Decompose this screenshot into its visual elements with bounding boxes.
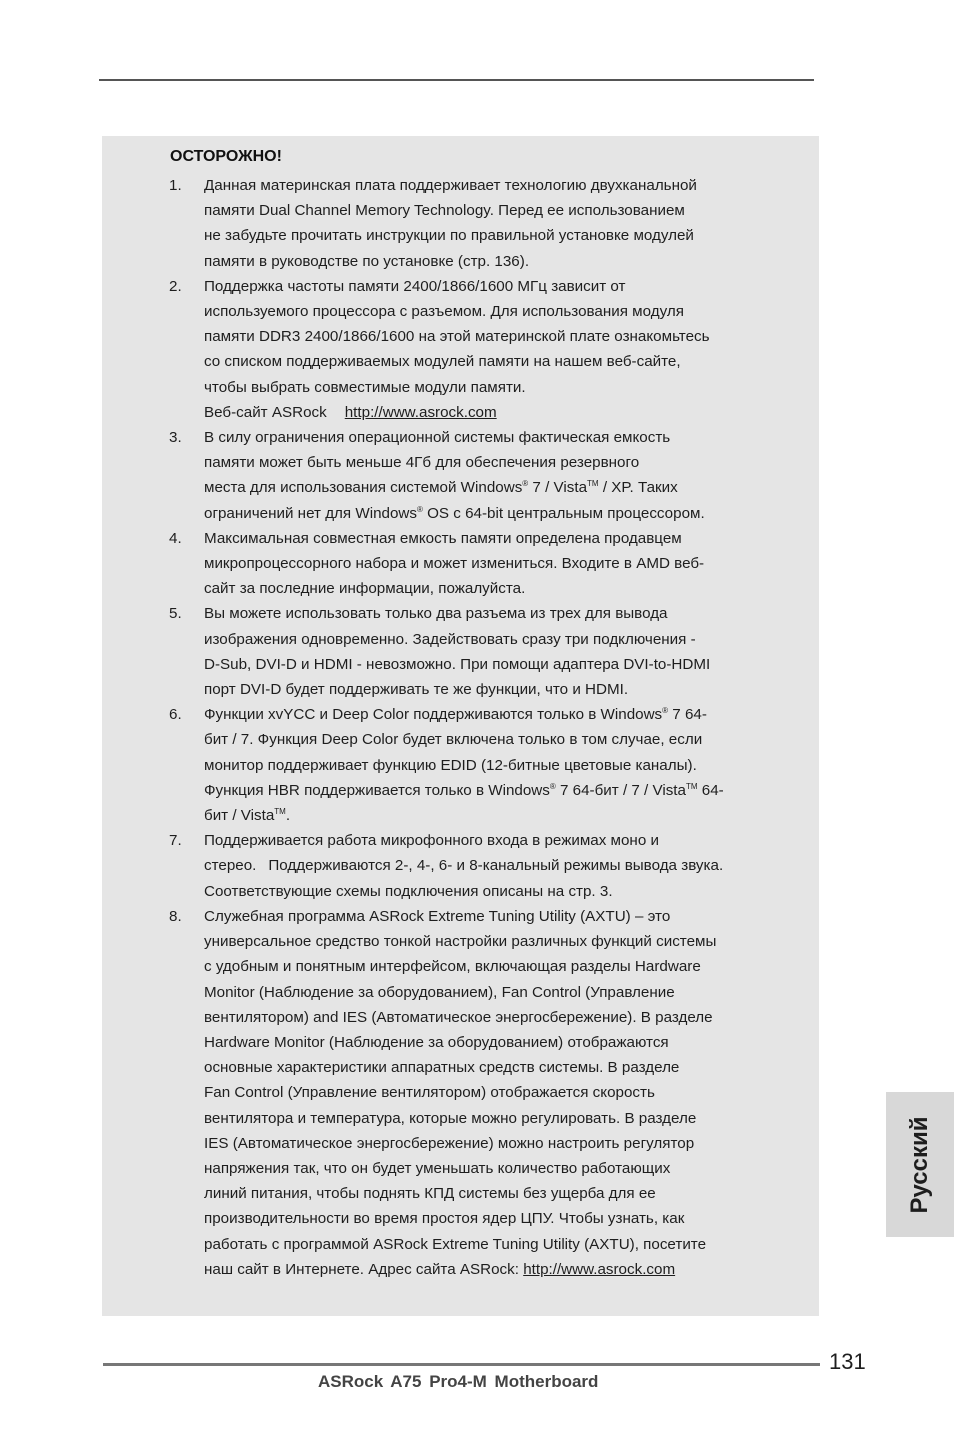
text-line: основные характеристики аппаратных средств системы. В разделе — [204, 1059, 680, 1077]
text-line: чтобы выбрать совместимые модули памяти. — [204, 378, 526, 396]
text-line: Служебная программа ASRock Extreme Tuning Utility (AXTU) – это — [204, 907, 671, 925]
item-text — [204, 702, 789, 828]
text-line: микропроцессорного набора и может измениться. Входите в AMD веб- — [204, 555, 705, 573]
text-line: линий питания, чтобы поднять КПД системы без ущерба для ее — [204, 1185, 656, 1203]
trademark-mark: TM — [274, 807, 286, 817]
text-span: 7 64-бит / 7 / Vista — [555, 781, 686, 799]
bottom-rule — [103, 1363, 820, 1366]
text-line: D-Sub, DVI-D и HDMI - невозможно. При помощи адаптера DVI-to-HDMI — [204, 655, 711, 673]
text-span: бит / Vista — [204, 807, 275, 825]
text-line: бит / 7. Функция Deep Color будет включена только в том случае, если — [204, 731, 703, 749]
list-item — [169, 702, 789, 828]
text-span: Поддерживаются 2-, 4-, 6- и 8-канальный режимы вывода звука. — [268, 857, 724, 875]
text-span: места для использования системой Windows — [204, 479, 523, 497]
item-text — [204, 173, 789, 274]
item-text — [204, 828, 789, 904]
footer-title: ASRock A75 Pro4-M Motherboard — [318, 1372, 599, 1391]
text-line: Данная материнская плата поддерживает технологию двухканальной — [204, 177, 697, 194]
text-line: Поддерживается работа микрофонного входа в режимах моно и — [204, 832, 659, 850]
text-line — [204, 702, 789, 727]
item-text — [204, 601, 789, 702]
registered-mark: ® — [522, 479, 529, 489]
asrock-website-link[interactable]: http://www.asrock.com — [523, 1260, 676, 1278]
top-rule — [99, 79, 814, 81]
website-label: Веб-сайт ASRock — [204, 403, 327, 421]
text-line: Поддержка частоты памяти 2400/1866/1600 МГц зависит от — [204, 277, 626, 295]
text-span: 7 / Vista — [528, 479, 588, 497]
registered-mark: ® — [416, 504, 423, 514]
text-span: 64- — [697, 781, 724, 799]
text-line: сайт за последние информации, пожалуйста. — [204, 580, 526, 598]
registered-mark: ® — [549, 781, 556, 791]
text-line — [204, 778, 789, 803]
text-line: памяти DDR3 2400/1866/1600 на этой материнской плате ознакомьтесь — [204, 328, 710, 346]
item-text — [204, 526, 789, 602]
text-span: OS с 64-bit центральным процессором. — [422, 504, 705, 522]
text-span: 7 64- — [668, 706, 707, 724]
text-line: Соответствующие схемы подключения описаны на стр. 3. — [204, 882, 613, 900]
text-span: Функция HBR поддерживается только в Windows — [204, 781, 550, 799]
text-line: памяти Dual Channel Memory Technology. Перед ее использованием — [204, 202, 685, 220]
item-number: 5. — [169, 605, 182, 623]
text-line: используемого процессора с разъемом. Для использования модуля — [204, 303, 684, 321]
text-line: работать с программой ASRock Extreme Tuning Utility (AXTU), посетите — [204, 1235, 707, 1253]
text-line — [204, 803, 789, 828]
text-line: памяти в руководстве по установке (стр. 136). — [204, 252, 530, 270]
item-text — [204, 274, 789, 425]
language-side-tab — [886, 1092, 954, 1237]
text-line: памяти может быть меньше 4Гб для обеспечения резервного — [204, 454, 640, 472]
text-line: Monitor (Наблюдение за оборудованием), Fan Control (Управление — [204, 983, 675, 1001]
text-span: Функции xvYCC и Deep Color поддерживаются только в Windows — [204, 706, 663, 724]
list-item — [169, 601, 789, 702]
item-number: 4. — [169, 529, 182, 547]
text-line: не забудьте прочитать инструкции по правильной установке модулей — [204, 227, 694, 245]
website-line — [204, 400, 789, 425]
registered-mark: ® — [662, 706, 669, 716]
trademark-mark: TM — [587, 479, 599, 489]
item-number: 6. — [169, 706, 182, 724]
asrock-website-link[interactable]: http://www.asrock.com — [344, 403, 497, 421]
item-number: 3. — [169, 429, 182, 447]
item-text — [204, 904, 789, 1282]
page-number: 131 — [829, 1349, 866, 1374]
list-item — [169, 274, 789, 425]
item-number: 2. — [169, 277, 182, 295]
text-line: вентилятором) and IES (Автоматическое энергосбережение). В разделе — [204, 1008, 713, 1026]
list-item — [169, 526, 789, 602]
list-item — [169, 425, 789, 526]
text-span: стерео. — [204, 857, 257, 875]
text-line: монитор поддерживает функцию EDID (12-битные цветовые каналы). — [204, 756, 697, 774]
language-label: Русский — [906, 1116, 933, 1213]
item-number: 1. — [169, 177, 182, 194]
list-item — [169, 828, 789, 904]
text-line — [204, 501, 789, 526]
text-span: . — [285, 807, 291, 825]
text-line: изображения одновременно. Задействовать сразу три подключения - — [204, 630, 696, 648]
text-line — [204, 853, 789, 878]
item-text — [204, 425, 789, 526]
text-span: / XP. Таких — [598, 479, 678, 497]
item-number: 7. — [169, 832, 182, 850]
item-number: 8. — [169, 907, 182, 925]
text-line: со списком поддерживаемых модулей памяти на нашем веб-сайте, — [204, 353, 681, 371]
text-line: порт DVI-D будет поддерживать те же функции, что и HDMI. — [204, 681, 629, 699]
trademark-mark: TM — [685, 781, 698, 791]
text-line: универсальное средство тонкой настройки различных функций системы — [204, 933, 717, 951]
caution-heading: ОСТОРОЖНО! — [170, 148, 282, 165]
text-line — [204, 475, 789, 500]
text-span: ограничений нет для Windows — [204, 504, 417, 522]
text-line: Fan Control (Управление вентилятором) отображается скорость — [204, 1084, 655, 1102]
text-line: производительности во время простоя ядер ЦПУ. Чтобы узнать, как — [204, 1210, 685, 1228]
text-line: вентилятора и температура, которые можно регулировать. В разделе — [204, 1109, 697, 1127]
text-line: с удобным и понятным интерфейсом, включающая разделы Hardware — [204, 958, 701, 976]
text-line: Вы можете использовать только два разъема из трех для вывода — [204, 605, 668, 623]
text-line: IES (Автоматическое энергосбережение) можно настроить регулятор — [204, 1134, 695, 1152]
text-line: Hardware Monitor (Наблюдение за оборудованием) отображаются — [204, 1033, 669, 1051]
list-item — [169, 173, 789, 274]
caution-list — [169, 173, 789, 1282]
list-item — [169, 904, 789, 1282]
text-line: напряжения так, что он будет уменьшать количество работающих — [204, 1159, 671, 1177]
text-line — [204, 1257, 789, 1282]
text-line: Максимальная совместная емкость памяти определена продавцем — [204, 529, 682, 547]
text-line: В силу ограничения операционной системы фактическая емкость — [204, 429, 671, 447]
website-prefix: наш сайт в Интернете. Адрес сайта ASRock: — [204, 1260, 524, 1278]
